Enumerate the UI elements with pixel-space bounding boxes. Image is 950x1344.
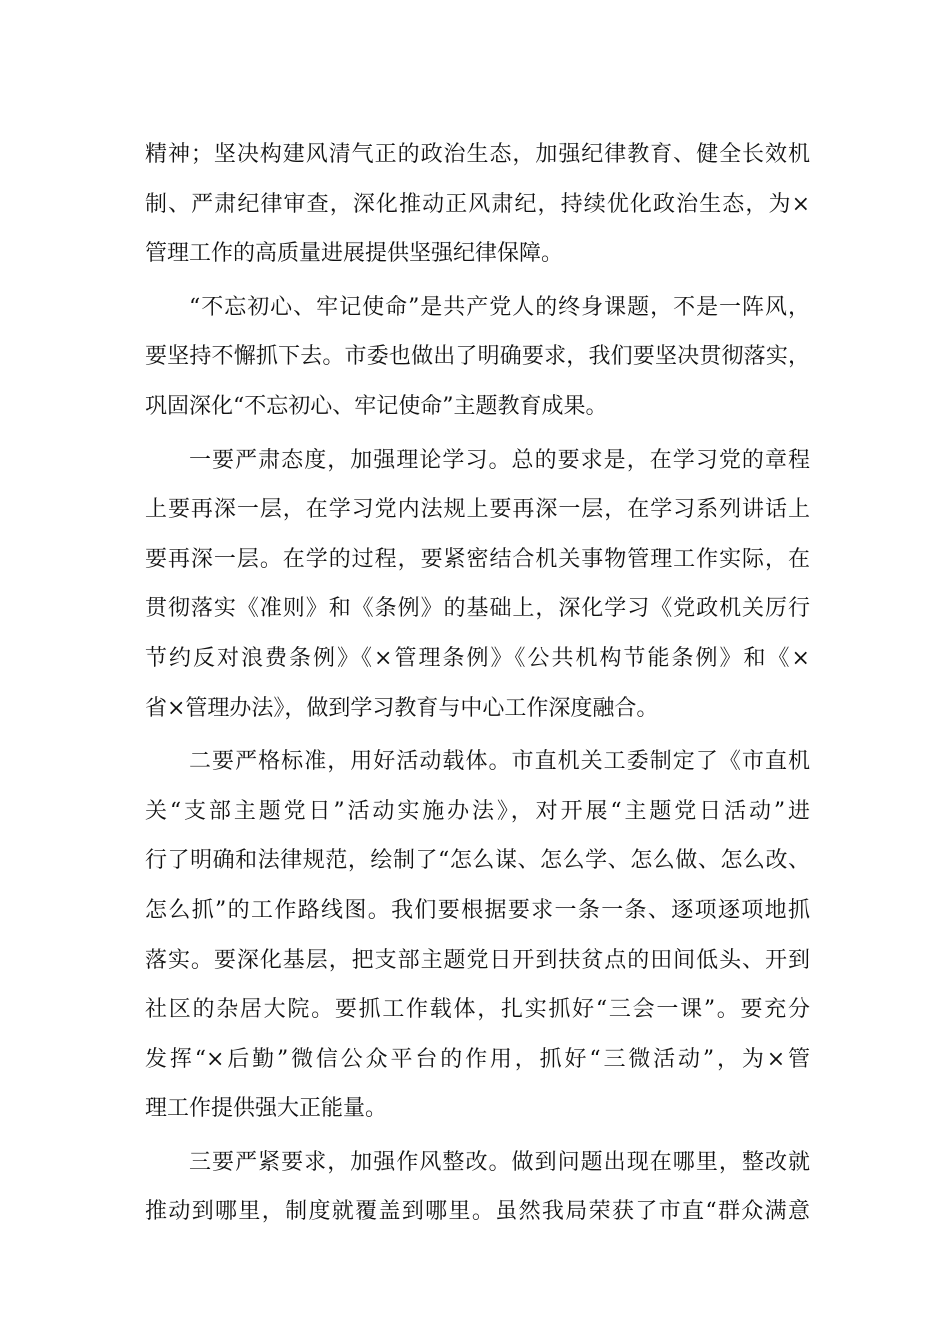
text-line: “不忘初心、牢记使命”是共产党人的终身课题，不是一阵风， (189, 294, 810, 320)
text-line: 关“支部主题党日”活动实施办法》，对开展“主题党日活动”进 (145, 798, 810, 824)
text-line: 节约反对浪费条例》《×管理条例》《公共机构节能条例》和《× (145, 645, 810, 671)
text-line: 理工作提供强大正能量。 (145, 1096, 388, 1122)
text-line: 要坚持不懈抓下去。市委也做出了明确要求，我们要坚决贯彻落实， (145, 344, 810, 370)
paragraph-5 (145, 1138, 810, 1237)
text-line: 落实。要深化基层，把支部主题党日开到扶贫点的田间低头、开到 (145, 947, 810, 973)
text-line: 发挥“×后勤”微信公众平台的作用，抓好“三微活动”，为×管 (145, 1046, 810, 1072)
text-line: 怎么抓”的工作路线图。我们要根据要求一条一条、逐项逐项地抓 (145, 897, 810, 923)
text-line: 制、严肃纪律审查，深化推动正风肃纪，持续优化政治生态，为× (145, 191, 810, 217)
paragraph-4 (145, 737, 810, 1134)
text-line: 三要严紧要求，加强作风整改。做到问题出现在哪里，整改就 (189, 1149, 810, 1175)
text-line: 一要严肃态度，加强理论学习。总的要求是，在学习党的章程 (189, 447, 810, 473)
document-body (145, 130, 810, 1237)
text-line: 上要再深一层，在学习党内法规上要再深一层，在学习系列讲话上 (145, 497, 810, 523)
text-line: 精神；坚决构建风清气正的政治生态，加强纪律教育、健全长效机 (145, 142, 810, 167)
text-line: 巩固深化“不忘初心、牢记使命”主题教育成果。 (145, 393, 608, 419)
paragraph-3 (145, 436, 810, 734)
text-line: 管理工作的高质量进展提供坚强纪律保障。 (145, 241, 564, 267)
text-line: 二要严格标准，用好活动载体。市直机关工委制定了《市直机 (189, 749, 810, 775)
text-line: 推动到哪里，制度就覆盖到哪里。虽然我局荣获了市直“群众满意 (145, 1199, 810, 1225)
text-line: 社区的杂居大院。要抓工作载体，扎实抓好“三会一课”。要充分 (145, 997, 810, 1023)
text-line: 要再深一层。在学的过程，要紧密结合机关事物管理工作实际，在 (145, 546, 810, 572)
text-line: 贯彻落实《准则》和《条例》的基础上，深化学习《党政机关厉行 (145, 596, 810, 622)
text-line: 行了明确和法律规范，绘制了“怎么谋、怎么学、怎么做、怎么改、 (145, 848, 810, 874)
text-line: 省×管理办法》，做到学习教育与中心工作深度融合。 (145, 695, 659, 721)
paragraph-2 (145, 283, 810, 432)
paragraph-1 (145, 130, 810, 279)
